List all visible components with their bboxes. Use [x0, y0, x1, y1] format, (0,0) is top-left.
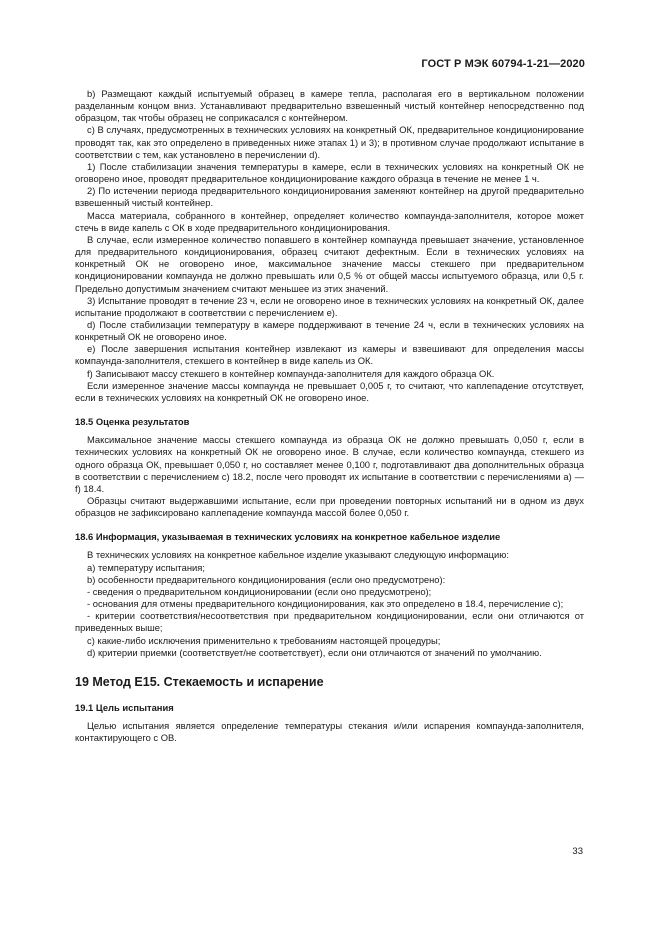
page-body: [75, 88, 584, 744]
body-paragraph: b) Размещают каждый испытуемый образец в камере тепла, располагая его в вертикальном положении разделанным концом вниз. Устанавливают предварительно взвешенный чистый контейнер непосредственно под образцом, так чтобы образец не соприкасался с контейнером.: [75, 88, 584, 124]
document-id-header: ГОСТ Р МЭК 60794-1-21—2020: [421, 58, 585, 70]
body-paragraph: Целью испытания является определение температуры стекания и/или испарения компаунда-заполнителя, контактирующего с ОВ.: [75, 720, 584, 744]
body-paragraph: Образцы считают выдержавшими испытание, если при проведении повторных испытаний ни в одном из двух образцов не зафиксировано каплепадение компаунда массой более 0,050 г.: [75, 495, 584, 519]
subsection-heading: 19.1 Цель испытания: [75, 701, 174, 713]
body-paragraph: В случае, если измеренное количество попавшего в контейнер компаунда превышает значение, установленное для предварительного кондиционирования, образец считают дефектным. Если в технических условиях на конкретный ОК не оговорено иное, максимальное значение массы стекшего при предварительном кондиционировании компаунда не должно превышать или 0,5 % от общей массы испытуемого образца, или 0,5 г. Предельно допустимым значением считают меньшее из этих значений.: [75, 233, 584, 294]
page-number: 33: [572, 846, 583, 857]
body-paragraph: c) В случаях, предусмотренных в технических условиях на конкретный ОК, предварительное кондиционирование проводят так, как это определено в приведенных ниже этапах 1) и 3); в противном случае продолжают испытание в соответствии с тем, как установлено в перечислении d).: [75, 124, 584, 160]
body-paragraph: - сведения о предварительном кондиционировании (если оно предусмотрено);: [87, 585, 432, 597]
body-paragraph: е) После завершения испытания контейнер извлекают из камеры и взвешивают для определения массы компаунда-заполнителя, стекшего в контейнер в виде капель из ОК.: [75, 343, 584, 367]
body-paragraph: В технических условиях на конкретное кабельное изделие указывают следующую информацию:: [87, 549, 509, 561]
subsection-heading: 18.6 Информация, указываемая в технических условиях на конкретное кабельное изделие: [75, 531, 501, 543]
body-paragraph: - основания для отмены предварительного кондиционирования, как это определено в 18.4, перечисление с);: [87, 598, 564, 610]
body-paragraph: d) критерии приемки (соответствует/не соответствует), если они отличаются от значений по умолчанию.: [87, 646, 542, 658]
body-paragraph: с) какие-либо исключения применительно к требованиям настоящей процедуры;: [87, 634, 441, 646]
body-paragraph: Максимальное значение массы стекшего компаунда из образца ОК не должно превышать 0,050 г, если в технических условиях на конкретный ОК не оговорено иное. В случае, если количество компаунда, стекшего из одного образца ОК, превышает 0,050 г, но составляет менее 0,100 г, подготавливают два дополнительных образца в соответствии с перечислением с) 18.2, после чего проводят их испытание в соответствии с перечислениями а) — f) 18.4.: [75, 434, 584, 494]
subsection-heading: 18.5 Оценка результатов: [75, 416, 190, 428]
body-paragraph: f) Записывают массу стекшего в контейнер компаунда-заполнителя для каждого образца ОК.: [87, 367, 495, 379]
body-paragraph: а) температуру испытания;: [87, 561, 205, 573]
body-paragraph: 1) После стабилизации значения температуры в камере, если в технических условиях на конкретный ОК не оговорено иное, проводят предварительное кондиционирование каждого образца в течение не менее 1 ч.: [75, 160, 584, 185]
body-paragraph: Если измеренное значение массы компаунда не превышает 0,005 г, то считают, что каплепадение отсутствует, если в технических условиях на конкретный ОК не оговорено иное.: [75, 379, 584, 403]
body-paragraph: b) особенности предварительного кондиционирования (если оно предусмотрено):: [87, 573, 446, 585]
body-paragraph: 2) По истечении периода предварительного кондиционирования заменяют контейнер на другой предварительно взвешенный чистый контейнер.: [75, 185, 584, 209]
body-paragraph: Масса материала, собранного в контейнер, определяет количество компаунда-заполнителя, которое может стечь в виде капель с ОК в ходе предварительного кондиционирования.: [75, 209, 584, 233]
body-paragraph: - критерии соответствия/несоответствия при предварительном кондиционировании, если они отличаются от приведенных выше;: [75, 610, 584, 634]
section-heading: 19 Метод E15. Стекаемость и испарение: [75, 674, 324, 689]
body-paragraph: d) После стабилизации температуру в камере поддерживают в течение 24 ч, если в технических условиях на конкретный ОК не оговорено иное.: [75, 318, 584, 343]
body-paragraph: 3) Испытание проводят в течение 23 ч, если не оговорено иное в технических условиях на конкретный ОК, далее испытание продолжают в соответствии с перечислением е).: [75, 294, 584, 318]
